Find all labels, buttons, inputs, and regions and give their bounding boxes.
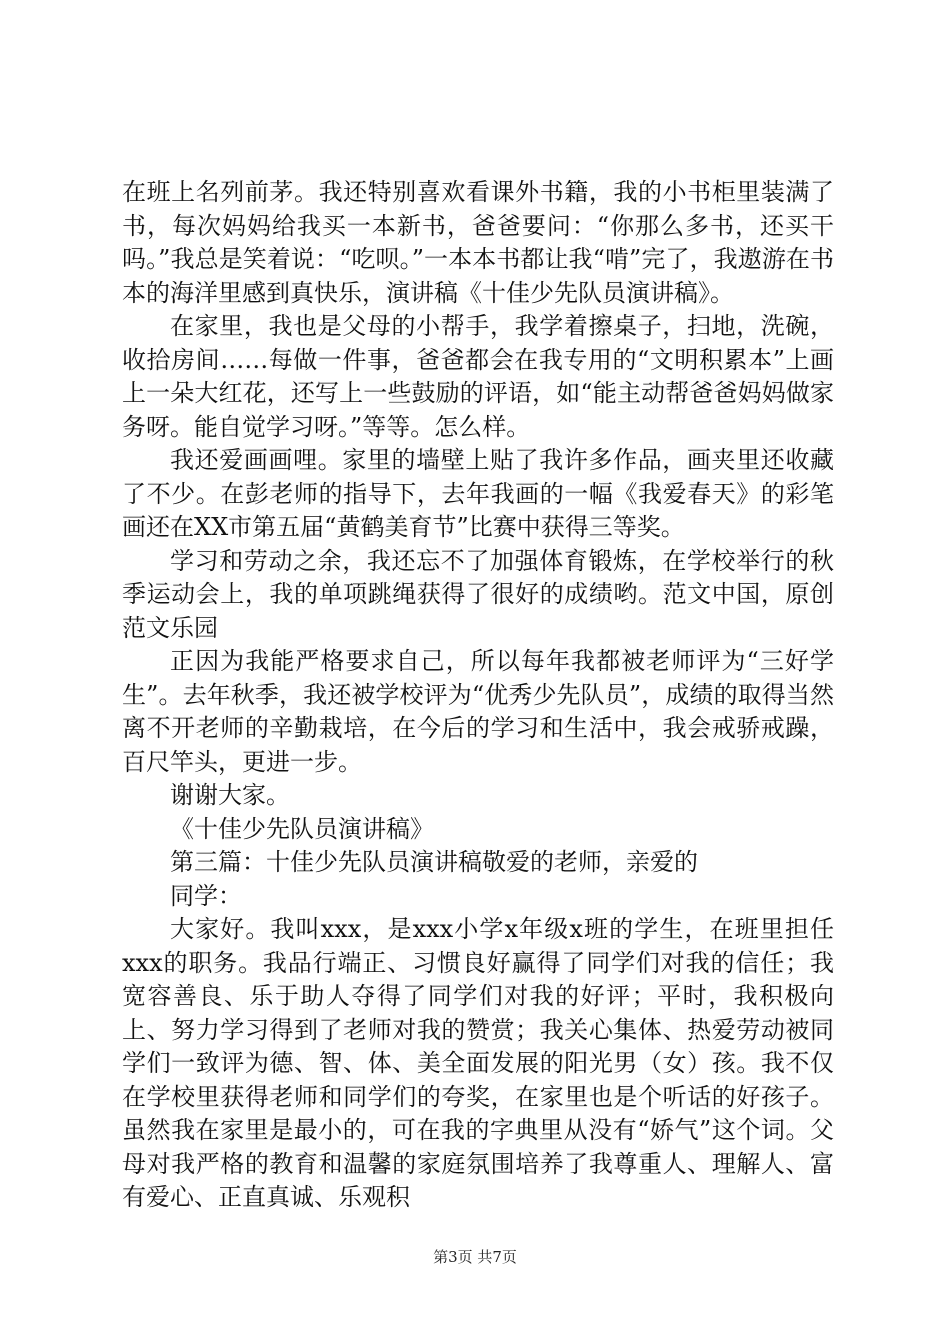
paragraph-2: 在家里，我也是父母的小帮手，我学着擦桌子，扫地，洗碗，收拾房间……每做一件事，爸爸都会在我专用的“文明积累本”上画上一朵大红花，还写上一些鼓励的评语，如“能主动帮爸爸妈妈做家务呀。能自觉学习呀。”等等。怎么样。	[122, 312, 834, 441]
paragraph-title-ref: 《十佳少先队员演讲稿》	[170, 814, 434, 843]
paragraph-intro: 大家好。我叫xxx，是xxx小学x年级x班的学生，在班里担任xxx的职务。我品行端正、习惯良好赢得了同学们对我的信任；我宽容善良、乐于助人夺得了同学们对我的好评；平时，我积极向上、努力学习得到了老师对我的赞赏；我关心集体、热爱劳动被同学们一致评为德、智、体、美全面发展的阳光男（女）孩。我不仅在学校里获得老师和同学们的夸奖，在家里也是个听话的好孩子。虽然我在家里是最小的，可在我的字典里从没有“娇气”这个词。父母对我严格的教育和温馨的家庭氛围培养了我尊重人、理解人、富有爱心、正直真诚、乐观积	[122, 915, 834, 1211]
salutation: 同学：	[170, 881, 242, 910]
paragraph-5: 正因为我能严格要求自己，所以每年我都被老师评为“三好学生”。去年秋季，我还被学校评为“优秀少先队员”，成绩的取得当然离不开老师的辛勤栽培，在今后的学习和生活中，我会戒骄戒躁，百尺竿头，更进一步。	[122, 647, 834, 776]
paragraph-3: 我还爱画画哩。家里的墙壁上贴了我许多作品，画夹里还收藏了不少。在彭老师的指导下，去年我画的一幅《我爱春天》的彩笔画还在XX市第五届“黄鹤美育节”比赛中获得三等奖。	[122, 446, 834, 541]
paragraph-4: 学习和劳动之余，我还忘不了加强体育锻炼，在学校举行的秋季运动会上，我的单项跳绳获得了很好的成绩哟。范文中国，原创范文乐园	[122, 546, 834, 642]
body-text	[122, 176, 834, 1215]
paragraph-1: 在班上名列前茅。我还特别喜欢看课外书籍，我的小书柜里装满了书，每次妈妈给我买一本新书，爸爸要问：“你那么多书，还买干吗。”我总是笑着说：“吃呗。”一本本书都让我“啃”完了，我遨游在书本的海洋里感到真快乐，演讲稿《十佳少先队员演讲稿》。	[122, 178, 834, 307]
section-heading: 第三篇：十佳少先队员演讲稿敬爱的老师，亲爱的	[170, 848, 698, 876]
paragraph-thanks: 谢谢大家。	[170, 781, 290, 809]
page-footer: 第3页 共7页	[433, 1248, 517, 1266]
